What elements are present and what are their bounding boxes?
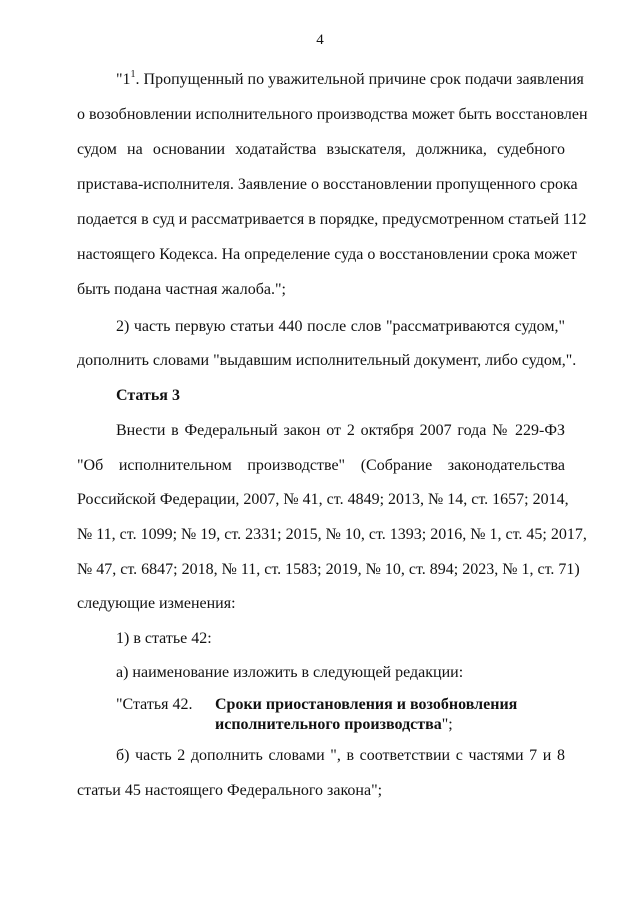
para1-line5: подается в суд и рассматривается в порядке, предусмотренном статьей 112 xyxy=(77,211,587,228)
para1-line2: о возобновлении исполнительного производства может быть восстановлен xyxy=(77,106,588,123)
article-42-title-line2-text: исполнительного производства xyxy=(215,716,442,733)
para1-superscript: 1 xyxy=(130,69,136,80)
para1-open: "1 xyxy=(116,71,131,88)
page-number: 4 xyxy=(316,32,324,48)
item-1: 1) в статье 42: xyxy=(116,630,212,647)
article-42-title-line1: Сроки приостановления и возобновления xyxy=(215,696,518,713)
para2-line2: дополнить словами "выдавшим исполнительный документ, либо судом,". xyxy=(77,352,577,369)
para3-line2: "Об исполнительном производстве" (Собрание законодательства xyxy=(77,457,565,474)
para3-line3: Российской Федерации, 2007, № 41, ст. 4849; 2013, № 14, ст. 1657; 2014, xyxy=(77,491,569,508)
article-3-heading: Статья 3 xyxy=(116,387,180,404)
item-a: а) наименование изложить в следующей редакции: xyxy=(116,664,464,681)
article-42-title-line2 xyxy=(215,715,545,735)
para1-line4: пристава-исполнителя. Заявление о восстановлении пропущенного срока xyxy=(77,176,578,193)
para1-line7: быть подана частная жалоба."; xyxy=(77,281,286,298)
para1-line6: настоящего Кодекса. На определение суда о восстановлении срока может xyxy=(77,246,577,263)
para1-line1-text: . Пропущенный по уважительной причине срок подачи заявления xyxy=(135,71,584,88)
article-42-label: "Статья 42. xyxy=(116,696,193,713)
para3-line1: Внести в Федеральный закон от 2 октября 2007 года № 229-ФЗ xyxy=(116,422,565,439)
para1-line3: судом на основании ходатайства взыскателя, должника, судебного xyxy=(77,141,565,158)
article-42-title-tail: "; xyxy=(441,716,453,733)
article-42-title xyxy=(215,695,545,735)
item-b-line1: б) часть 2 дополнить словами ", в соответствии с частями 7 и 8 xyxy=(116,747,565,764)
para3-line4: № 11, ст. 1099; № 19, ст. 2331; 2015, № 10, ст. 1393; 2016, № 1, ст. 45; 2017, xyxy=(77,526,587,543)
para3-line5: № 47, ст. 6847; 2018, № 11, ст. 1583; 2019, № 10, ст. 894; 2023, № 1, ст. 71) xyxy=(77,561,580,578)
para2-line1: 2) часть первую статьи 440 после слов "рассматриваются судом," xyxy=(116,318,565,335)
para3-line6: следующие изменения: xyxy=(77,595,236,612)
para1-line1 xyxy=(116,69,584,90)
item-b-line2: статьи 45 настоящего Федерального закона"; xyxy=(77,782,383,799)
